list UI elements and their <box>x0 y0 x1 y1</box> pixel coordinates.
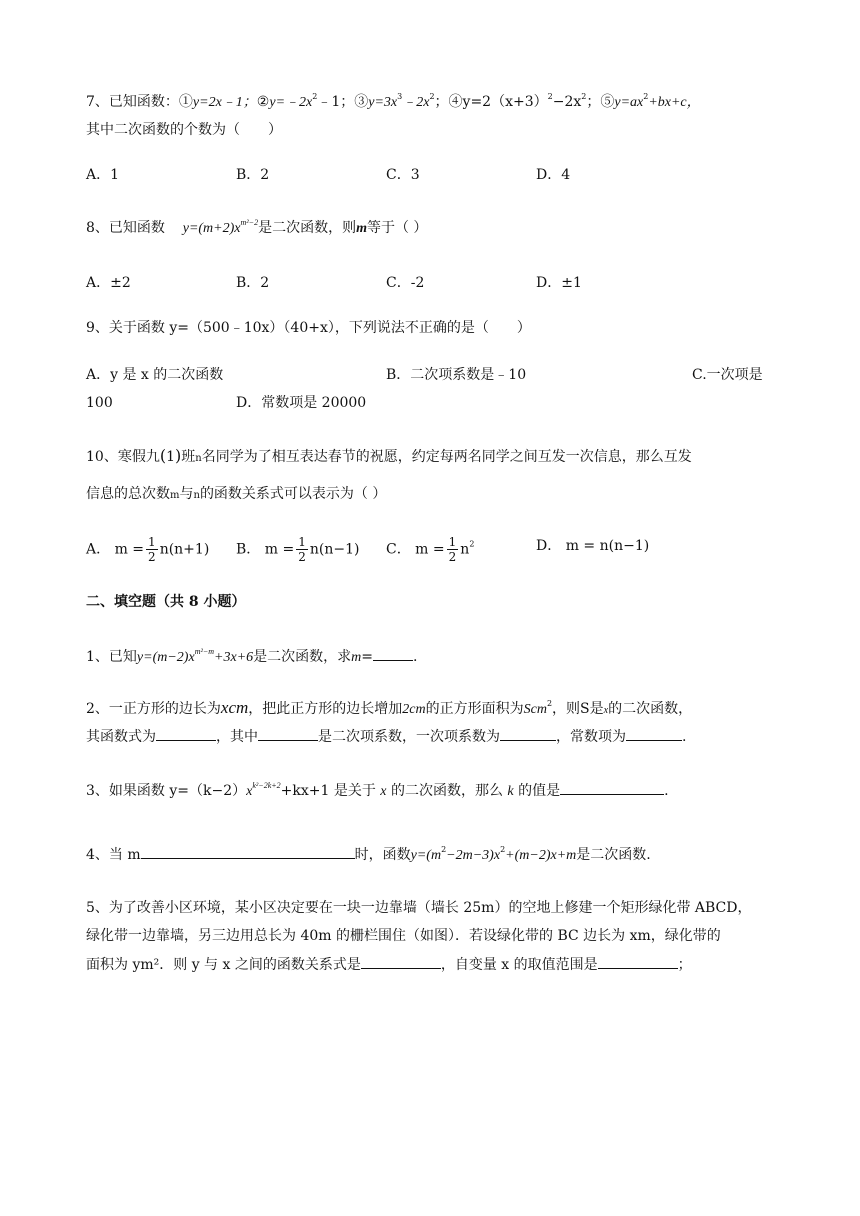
q7-function-4: y=2（x+3） <box>462 94 548 110</box>
fraction: $\frac{1}{2}$ <box>448 535 457 564</box>
q7-function-1: y=2x﹣1； <box>192 95 257 110</box>
fill3-line: 3、如果函数 $y=(k-2)x^{k^2-2k+2}+kx+1$ 是关于 x 的二次函数，那么 k 的值是 . <box>86 781 669 799</box>
q7-option-d: D．4 <box>536 167 571 183</box>
fill2-constant-blank[interactable] <box>626 726 682 741</box>
fill5-line-3: 面积为 ym²．则 y 与 x 之间的函数关系式是 ，自变量 x 的取值范围是 ； <box>86 954 692 975</box>
fill5-function-blank[interactable] <box>361 954 441 969</box>
fill1-line: 1、已知$y=(m-2)x^{m^2-m}+3x+6$是二次函数，求m= . <box>86 647 418 665</box>
q7-intro: 已知函数： <box>108 94 179 110</box>
q10-line-1: 10、寒假九(1)班n名同学为了相互表达春节的祝愿，约定每两名同学之间互发一次信息，那么互发 <box>86 446 692 465</box>
q7-number: 7、 <box>86 94 109 110</box>
q8-formula: y=(m+2)x <box>182 221 241 236</box>
q9-text: 9、关于函数 y=（500﹣10x）（40+x），下列说法不正确的是（ ） <box>86 320 531 336</box>
q7-function-5: y=ax <box>614 95 644 110</box>
fill5-domain-blank[interactable] <box>598 954 678 969</box>
q10-line-2: 信息的总次数m与n的函数关系式可以表示为（ ） <box>86 486 387 502</box>
fill4-line: 4、当 m 时，函数$y=(m^2-2m-3)x^2+(m-2)x+m$是二次函数. <box>86 845 651 863</box>
q10-option-c: C． m = $\frac{1}{2}$ $n^2$ <box>386 535 475 564</box>
q7-function-3: y=3x <box>368 95 398 110</box>
fraction: $\frac{1}{2}$ <box>298 535 306 564</box>
fill5-line-1: 5、为了改善小区环境，某小区决定要在一块一边靠墙（墙长 25m）的空地上修建一个矩形绿化带 ABCD， <box>86 900 752 916</box>
fill2-function-blank[interactable] <box>156 726 216 741</box>
q8-option-d: D．±1 <box>536 275 582 291</box>
fill5-line-2: 绿化带一边靠墙，另三边用总长为 40m 的栅栏围住（如图）．若设绿化带的 BC 边长为 xm，绿化带的 <box>86 928 721 944</box>
q7-line-1: 7、已知函数：①y=2x﹣1；$②y=﹣2x^2﹣1$；$③y=3x^3﹣2x^2$；$④y=2(x+3)^2-2x^2$；$⑤y=ax^2+bx+c$， <box>86 92 701 110</box>
q9-option-a: A．y 是 x 的二次函数 <box>86 367 224 383</box>
fraction: $\frac{1}{2}$ <box>148 535 156 564</box>
fill4-formula: y=(m <box>410 848 442 863</box>
fill4-answer-blank[interactable] <box>141 844 355 859</box>
q8-option-b: B．2 <box>236 275 270 291</box>
q7-function-2: y=﹣2x <box>269 95 313 110</box>
fill2-linear-coef-blank[interactable] <box>500 726 556 741</box>
fill2-line-2: 其函数式为 ，其中 是二次项系数，一次项系数为 ，常数项为 . <box>86 726 686 747</box>
fill1-answer-blank[interactable] <box>373 646 413 661</box>
q7-option-c: C．3 <box>386 167 420 183</box>
q10-option-b: B． m = $\frac{1}{2}$ n(n−1) <box>236 535 360 564</box>
q10-option-d: D． m = n(n−1) <box>536 538 650 554</box>
fill2-line-1: 2、一正方形的边长为xcm，把此正方形的边长增加2cm的正方形面积为Scm$^2$，则S是x的二次函数， <box>86 698 693 717</box>
q8-option-a: A．±2 <box>86 275 131 291</box>
q9-option-b: B．二次项系数是﹣10 <box>386 367 527 383</box>
section-title-fill-in: 二、填空题（共 8 小题） <box>86 594 246 610</box>
q8-line: 8、已知函数 $y=(m+2)x^{m^2-2}$是二次函数，则m等于（ ） <box>86 218 428 236</box>
q10-option-a: A． m = $\frac{1}{2}$ n(n+1) <box>86 535 210 564</box>
q7-line-2: 其中二次函数的个数为（ ） <box>86 122 282 138</box>
q8-option-c: C．-2 <box>386 275 425 291</box>
q7-option-a: A．1 <box>86 167 120 183</box>
fill3-answer-blank[interactable] <box>560 780 664 795</box>
q9-option-c: C.一次项是 <box>692 367 763 383</box>
q7-option-b: B．2 <box>236 167 270 183</box>
fill1-formula: y=(m−2)x <box>136 650 195 665</box>
fill2-quadratic-coef-blank[interactable] <box>258 726 318 741</box>
q9-option-d: D．常数项是 20000 <box>236 395 367 411</box>
q9-option-c-continued: 100 <box>86 395 113 411</box>
